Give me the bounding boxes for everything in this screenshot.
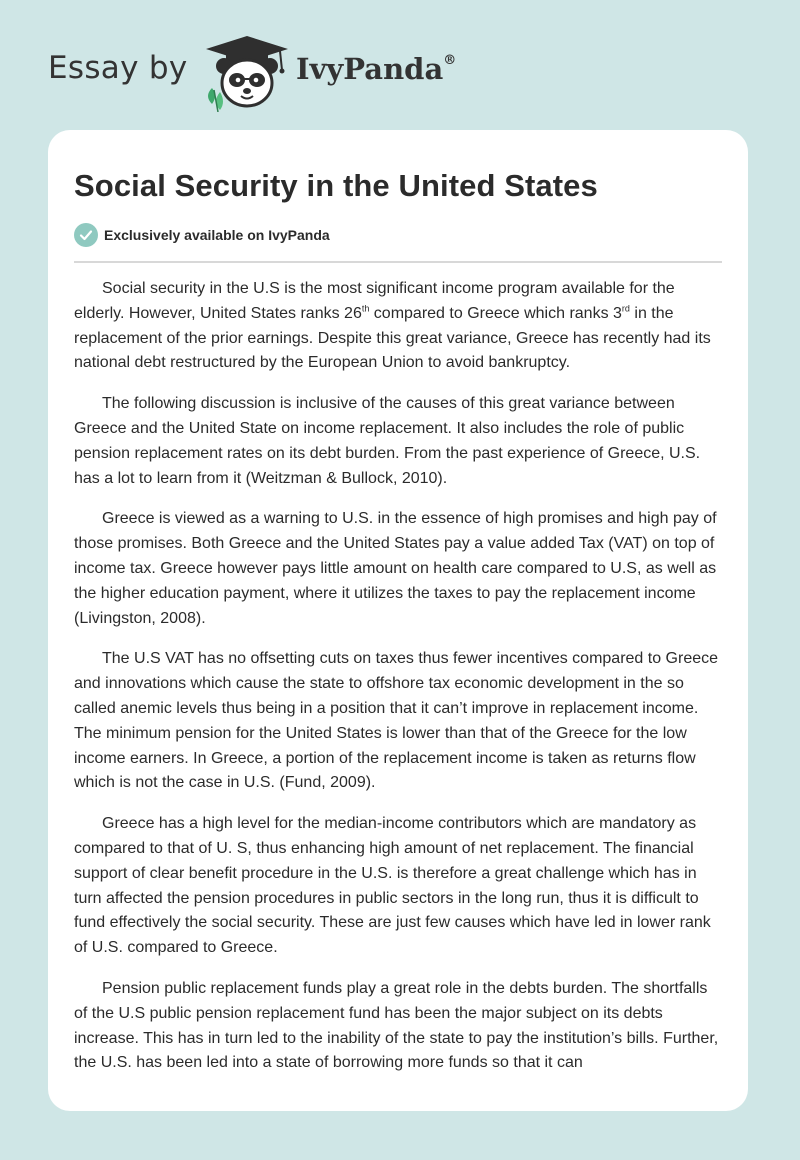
paragraph-1: Social security in the U.S is the most significant income program available for the elderly. However, United States ranks 26th compared to Greece which ranks 3rd in the replacement of the prior earnings. Despite this great variance, Greece has recently had its national debt restructured by the European Union to avoid bankruptcy.: [74, 280, 711, 372]
exclusive-badge-text: Exclusively available on IvyPanda: [104, 227, 330, 243]
paragraph-4: The U.S VAT has no offsetting cuts on taxes thus fewer incentives compared to Greece and innovations which cause the state to offshore tax economic development in the so called anemic levels thus being in a position that it can’t improve in replacement income. The minimum pension for the United States is lower than that of the Greece for the low income earners. In Greece, a portion of the replacement income is taken as returns flow which is not the case in U.S. (Fund, 2009).: [74, 650, 719, 792]
check-icon: [74, 223, 98, 247]
ivypanda-brand[interactable]: IvyPanda®: [296, 52, 457, 86]
paragraph-5: Greece has a high level for the median-income contributors which are mandatory as compared to that of U. S, thus enhancing high amount of net replacement. The financial support of clear benefit procedure in the U.S. is therefore a great challenge which has in turn affected the pension procedures in public sectors in the long run, thus it is difficult to fund effectively the social security. These are just few causes which have led in lower rank of U.S. compared to Greece.: [74, 815, 711, 957]
essay-title: Social Security in the United States: [74, 168, 598, 203]
essay-card: [48, 130, 748, 1111]
registered-mark: ®: [443, 53, 457, 69]
essay-by-label: Essay by: [48, 50, 188, 86]
exclusive-badge: [74, 222, 330, 248]
paragraph-3: Greece is viewed as a warning to U.S. in the essence of high promises and high pay of those promises. Both Greece and the United States pay a value added Tax (VAT) on top of income tax. Greece however pays little amount on health care compared to U.S, as well as the higher education payment, where it utilizes the taxes to pay the replacement income (Livingston, 2008).: [74, 510, 717, 627]
panda-logo-icon[interactable]: [200, 30, 295, 112]
essay-body: [74, 277, 724, 1092]
paragraph-2: The following discussion is inclusive of the causes of this great variance between Greece and the United State on income replacement. It also includes the role of public pension replacement rates on its debt burden. From the past experience of Greece, U.S. has a lot to learn from it (Weitzman & Bullock, 2010).: [74, 395, 701, 487]
site-header: [0, 0, 800, 130]
divider: [74, 261, 722, 263]
paragraph-6: Pension public replacement funds play a great role in the debts burden. The shortfalls of the U.S public pension replacement fund has been the major subject on its debts increase. This has in turn led to the inability of the state to pay the institution’s bills. Further, the U.S. has been led into a state of borrowing more funds so that it can: [74, 979, 719, 1072]
